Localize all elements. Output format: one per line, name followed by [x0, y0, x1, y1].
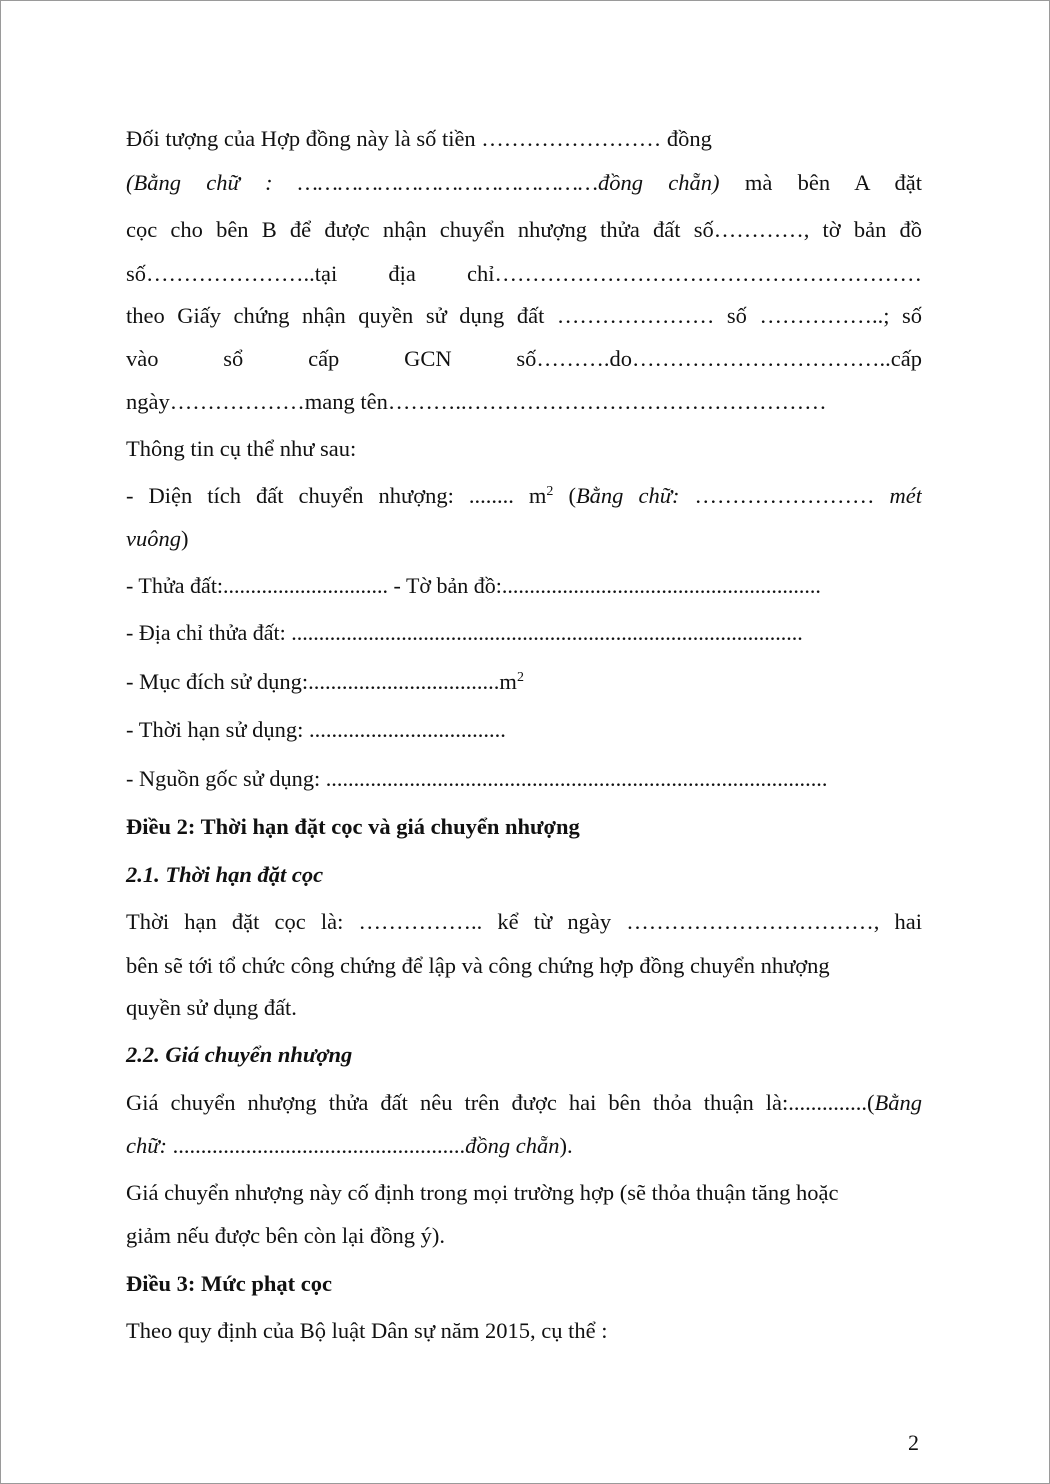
usage-purpose-sup: 2 — [516, 670, 524, 685]
price-label: Giá chuyển nhượng thửa đất nêu trên được hai bên thỏa thuận là:..............( — [126, 1090, 875, 1115]
deposit-term-line: Thời hạn đặt cọc là: …………….. kể từ ngày ……………………………, hai — [126, 909, 922, 934]
amount-in-words-line — [126, 168, 922, 198]
article-3-heading: Điều 3: Mức phạt cọc — [126, 1271, 332, 1296]
deposit-clause: mà bên A đặt — [719, 170, 922, 195]
usage-purpose-label: - Mục đích sử dụng:..................................m — [126, 669, 517, 694]
parcel-address-line: - Địa chỉ thửa đất: ............................................................................................. — [126, 620, 803, 645]
details-heading: Thông tin cụ thể như sau: — [126, 436, 357, 461]
area-unit-line — [126, 524, 189, 554]
area-words-blank: …………………… — [679, 483, 890, 508]
price-words-blank: .................................................... — [167, 1133, 466, 1158]
section-2-1-heading: 2.1. Thời hạn đặt cọc — [126, 862, 324, 887]
penalty-intro-line: Theo quy định của Bộ luật Dân sự năm 2015, cụ thể : — [126, 1318, 608, 1343]
contract-object-line: Đối tượng của Hợp đồng này là số tiền …………………… đồng — [126, 126, 712, 151]
area-unit: mét — [889, 483, 922, 508]
issue-date-line: ngày………………mang tên………..………………………………………… — [126, 389, 827, 414]
deposit-term-cont: bên sẽ tới tổ chức công chứng để lập và công chứng hợp đồng chuyển nhượng — [126, 953, 830, 978]
address-line: số…………………..tại địa chỉ………………………………………………… — [126, 261, 922, 286]
price-fixed-line: Giá chuyển nhượng này cố định trong mọi trường hợp (sẽ thỏa thuận tăng hoặc — [126, 1180, 839, 1205]
area-label: - Diện tích đất chuyển nhượng: ........ m — [126, 483, 547, 508]
usage-purpose-line — [126, 667, 524, 697]
price-end: ). — [559, 1133, 573, 1158]
deposit-term-end: quyền sử dụng đất. — [126, 995, 297, 1020]
price-unit: đồng chẵn — [465, 1133, 560, 1158]
price-line — [126, 1088, 922, 1118]
parcel-map-line: - Thửa đất:.............................. - Tờ bản đồ:.......................................................... — [126, 573, 821, 598]
amount-in-words: (Bằng chữ : ………………………………………đồng chẵn) — [126, 170, 720, 195]
registry-line: vào sổ cấp GCN số……….do……………………………..cấp — [126, 346, 922, 371]
paren-close: ) — [181, 526, 189, 551]
usage-origin-line: - Nguồn gốc sử dụng: .......................................................................................... — [126, 766, 828, 791]
area-sup: 2 — [546, 484, 554, 499]
article-2-heading: Điều 2: Thời hạn đặt cọc và giá chuyển nhượng — [126, 814, 580, 839]
certificate-line: theo Giấy chứng nhận quyền sử dụng đất ………………… số ……………..; số — [126, 303, 922, 328]
usage-term-line: - Thời hạn sử dụng: ................................... — [126, 717, 506, 742]
price-words-line — [126, 1131, 573, 1161]
area-unit-cont: vuông — [126, 526, 181, 551]
section-2-2-heading: 2.2. Giá chuyển nhượng — [126, 1042, 353, 1067]
paren-open: ( — [553, 483, 576, 508]
area-line — [126, 481, 922, 511]
price-fixed-cont: giảm nếu được bên còn lại đồng ý). — [126, 1223, 446, 1248]
page-number: 2 — [908, 1430, 919, 1455]
price-words-label: Bằng — [874, 1090, 922, 1115]
price-words-cont: chữ: — [126, 1133, 168, 1158]
land-parcel-line: cọc cho bên B để được nhận chuyển nhượng thửa đất số…………, tờ bản đồ — [126, 217, 922, 242]
area-words-label: Bằng chữ: — [575, 483, 680, 508]
